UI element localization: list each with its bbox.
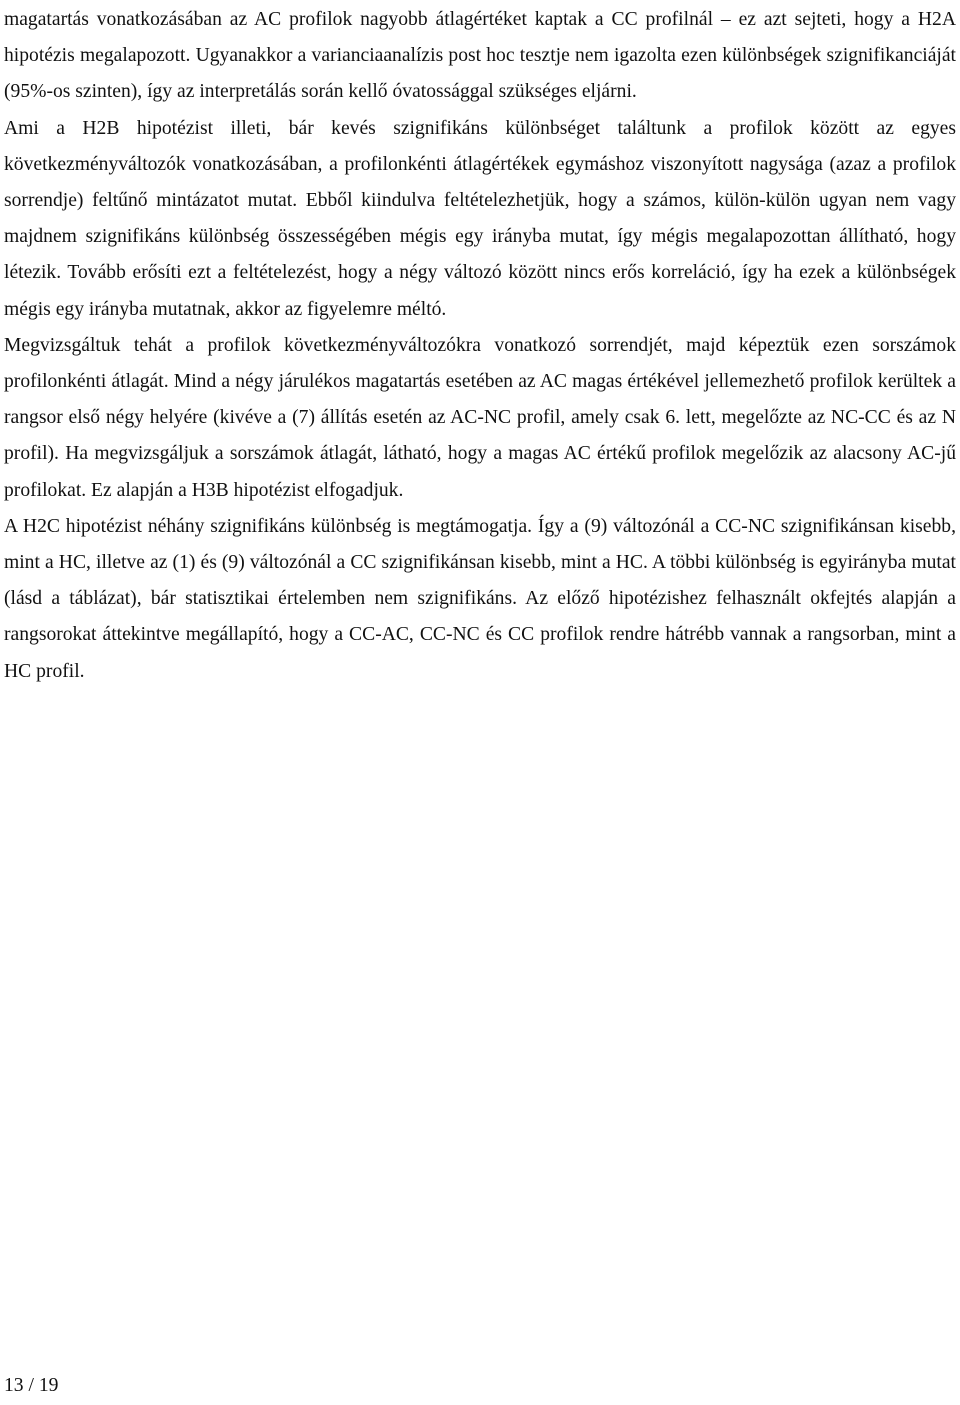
paragraph-h2a-conclusion: magatartás vonatkozásában az AC profilok nagyobb átlagértéket kaptak a CC profilnál – ez azt sejteti, hogy a H2A hipotézis megalapozott. Ugyanakkor a varianciaanalízis post hoc tesztje nem igazolta ezen különbségek szignifikanciáját (95%-os szinten), így az interpretálás során kellő óvatossággal szükséges eljárni.: [4, 9, 956, 103]
paragraph-h2b-discussion: Ami a H2B hipotézist illeti, bár kevés szignifikáns különbséget találtunk a profilok között az egyes következményváltozók vonatkozásában, a profilonkénti átlagértékek egymáshoz viszonyított nagysága (azaz a profilok sorrendje) feltűnő mintázatot mutat. Ebből kiindulva feltételezhetjük, hogy a számos, külön-külön ugyan nem vagy majdnem szignifikáns különbség összességében mégis egy irányba mutat, így mégis megalapozottan állítható, hogy létezik. Tovább erősíti ezt a feltételezést, hogy a négy változó között nincs erős korreláció, így ha ezek a különbségek mégis egy irányba mutatnak, akkor az figyelemre méltó.: [4, 117, 956, 320]
paragraph-h2c-discussion: A H2C hipotézist néhány szignifikáns különbség is megtámogatja. Így a (9) változónál a CC-NC szignifikánsan kisebb, mint a HC, illetve az (1) és (9) változónál a CC szignifikánsan kisebb, mint a HC. A többi különbség is egyirányba mutat (lásd a táblázat), bár statisztikai értelemben nem szignifikáns. Az előző hipotézishez felhasznált okfejtés alapján a rangsorokat áttekintve megállapító, hogy a CC-AC, CC-NC és CC profilok rendre hátrébb vannak a rangsorban, mint a HC profil.: [4, 515, 956, 682]
paragraph-ranking-analysis: Megvizsgáltuk tehát a profilok következményváltozókra vonatkozó sorrendjét, majd képeztük ezen sorszámok profilonkénti átlagát. Mind a négy járulékos magatartás esetében az AC magas értékével jellemezhető profilok kerültek a rangsor első négy helyére (kivéve a (7) állítás esetén az AC-NC profil, amely csak 6. lett, megelőzte az NC-CC és az N profil). Ha megvizsgáljuk a sorszámok átlagát, látható, hogy a magas AC értékű profilok megelőzik az alacsony AC-jű profilokat. Ez alapján a H3B hipotézist elfogadjuk.: [4, 334, 956, 501]
page-number: 13 / 19: [4, 1375, 59, 1396]
document-body: [4, 2, 956, 690]
